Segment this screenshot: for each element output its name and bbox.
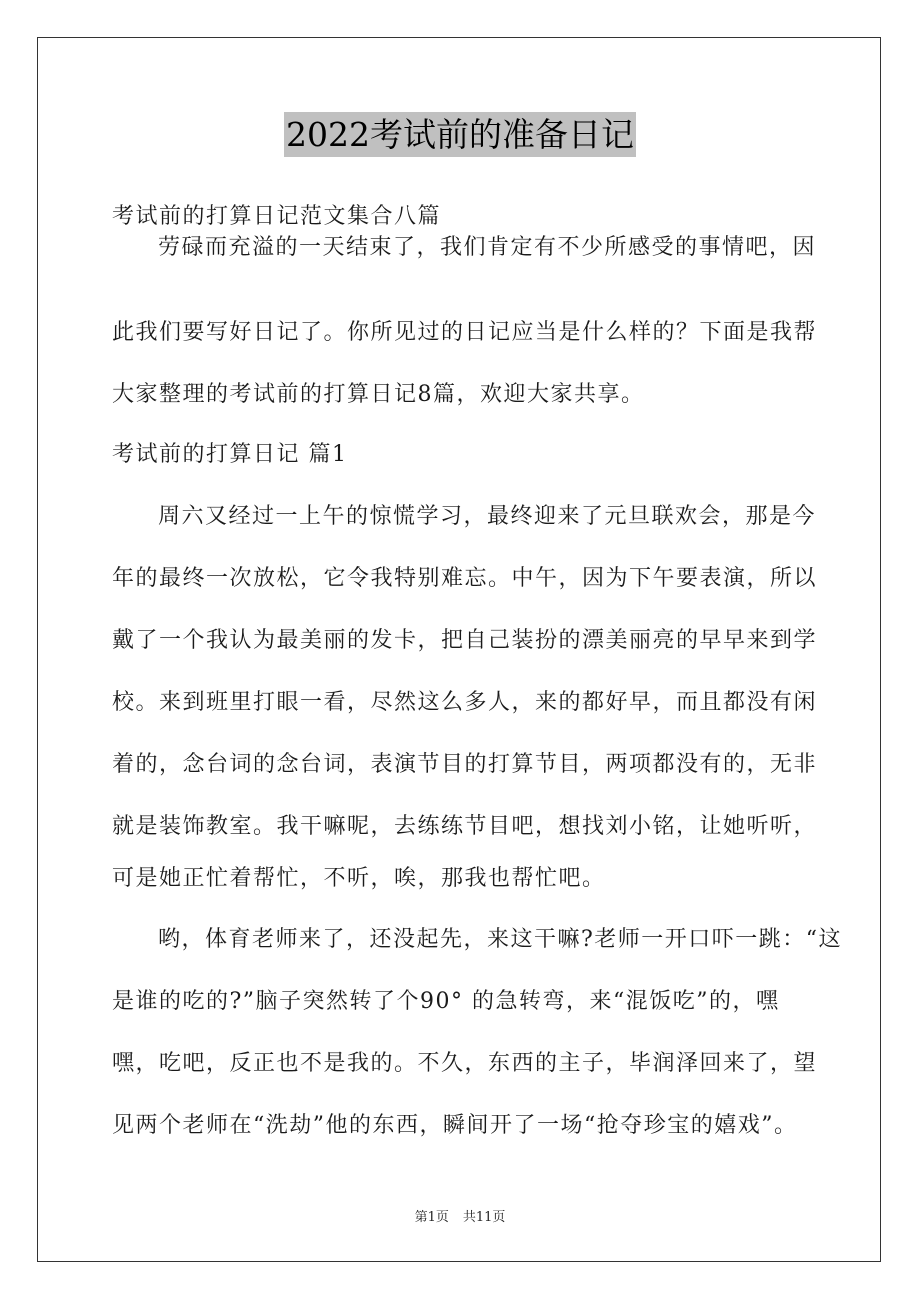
text-line: 周六又经过一上午的惊慌学习，最终迎来了元旦联欢会，那是今 bbox=[158, 504, 817, 529]
text-line: 大家整理的考试前的打算日记8篇，欢迎大家共享。 bbox=[112, 382, 645, 407]
text-line: 此我们要写好日记了。你所见过的日记应当是什么样的？下面是我帮 bbox=[112, 320, 818, 345]
document-title: 2022考试前的准备日记 bbox=[284, 112, 636, 157]
text-line: 嘿，吃吧，反正也不是我的。不久，东西的主子，毕润泽回来了，望 bbox=[112, 1051, 818, 1076]
text-line: 劳碌而充溢的一天结束了，我们肯定有不少所感受的事情吧，因 bbox=[158, 235, 817, 260]
text-line: 校。来到班里打眼一看，尽然这么多人，来的都好早，而且都没有闲 bbox=[112, 690, 818, 715]
text-line: 哟，体育老师来了，还没起先，来这干嘛?老师一开口吓一跳：“这 bbox=[158, 927, 843, 952]
text-line: 可是她正忙着帮忙，不听，唉，那我也帮忙吧。 bbox=[112, 866, 606, 891]
page-number: 第1页 bbox=[414, 1210, 449, 1225]
text-line: 是谁的吃的?”脑子突然转了个90° 的急转弯，来“混饭吃”的，嘿 bbox=[112, 989, 780, 1014]
page-footer bbox=[0, 1206, 920, 1225]
text-line: 就是装饰教室。我干嘛呢，去练练节目吧，想找刘小铭，让她听听， bbox=[112, 814, 818, 839]
document-subtitle: 考试前的打算日记范文集合八篇 bbox=[112, 204, 442, 229]
text-line: 着的，念台词的念台词，表演节目的打算节目，两项都没有的，无非 bbox=[112, 752, 818, 777]
text-line: 年的最终一次放松，它令我特别难忘。中午，因为下午要表演，所以 bbox=[112, 566, 818, 591]
text-line: 见两个老师在“洗劫”他的东西，瞬间开了一场“抢夺珍宝的嬉戏”。 bbox=[112, 1113, 798, 1138]
text-line: 戴了一个我认为最美丽的发卡，把自己装扮的漂美丽亮的早早来到学 bbox=[112, 628, 818, 653]
title-container bbox=[0, 112, 920, 157]
page-total: 共11页 bbox=[462, 1210, 506, 1225]
text-line: 考试前的打算日记 篇1 bbox=[112, 442, 348, 467]
